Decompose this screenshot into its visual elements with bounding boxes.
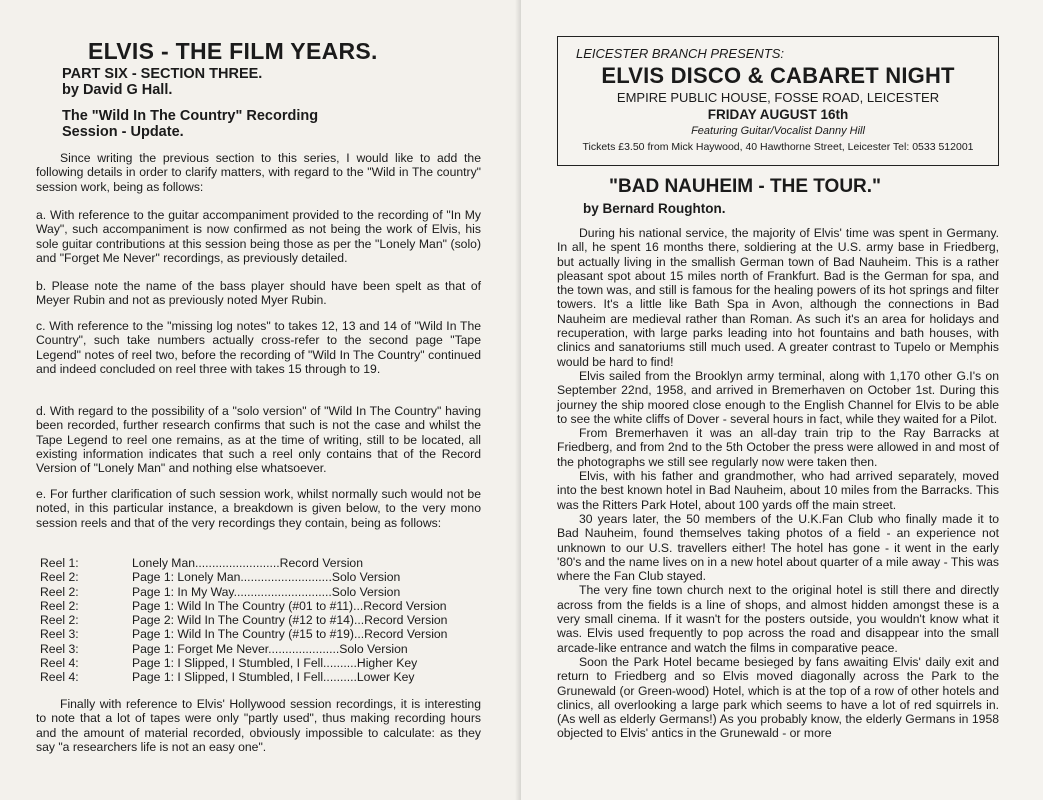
banner-venue: EMPIRE PUBLIC HOUSE, FOSSE ROAD, LEICESTER [616,90,940,105]
article-author: by David G Hall. [62,82,173,98]
body-paragraph: Soon the Park Hotel became besieged by fans awaiting Elvis' daily exit and return to Friedberg and so Elvis moved diagonally across the Park to the Grunewald (or Green-wood) Hotel, which is at the top of a row of other hotels and clinics, all overlooking a large park which seems to have a lot of red squirrels in. (As well as elderly Germans!) As you probably know, the elderly Germans in 1958 objected to Elvis' antics in the Grunewald - or more [557,654,999,741]
reel-row [40,585,470,599]
body-paragraph: Elvis, with his father and grandmother, who had arrived separately, moved into the best known hotel in Bad Nauheim, about 10 miles from the Barracks. This was the Ritters Park Hotel, about 100 yards off the main street. [557,469,999,512]
banner-title: ELVIS DISCO & CABARET NIGHT [601,63,955,88]
reel-detail: Page 1: I Slipped, I Stumbled, I Fell..........Lower Key [132,670,415,685]
reel-detail: Page 1: In My Way.............................Solo Version [132,584,401,599]
reel-detail: Page 1: Forget Me Never.....................Solo Version [132,641,408,656]
reel-detail: Page 1: Wild In The Country (#01 to #11)...Record Version [132,598,447,613]
closing-block [36,697,481,754]
reel-label: Reel 2: [40,584,79,599]
body-paragraph: From Bremerhaven it was an all-day train trip to the Ray Barracks at Friedberg, and from 2nd to the 5th October the press were allowed in and most of the photographs we still see regularly now were taken then. [557,426,999,469]
intro-block [36,151,481,194]
banner-tickets: Tickets £3.50 from Mick Haywood, 40 Hawthorne Street, Leicester Tel: 0533 512001 [582,141,974,153]
para-a-block [36,208,481,265]
banner-date: FRIDAY AUGUST 16th [707,107,849,122]
paragraph-c: c. With reference to the "missing log notes" to takes 12, 13 and 14 of "Wild In The Country", such take numbers actually cross-refer to the second page "Tape Legend" notes of reel two, before the recording of "Wild In The Country" continued and indeed concluded on reel three with takes 15 through to 19. [36,319,481,376]
reel-row [40,599,470,613]
reel-label: Reel 2: [40,613,79,628]
intro-paragraph: Since writing the previous section to this series, I would like to add the following details in order to clarify matters, with regard to the "Wild in The country" session work, being as follows: [36,151,481,194]
body-paragraph: During his national service, the majority of Elvis' time was spent in Germany. In all, he spent 16 months there, soldiering at the U.S. army base in Friedberg, but actually living in the smallish German town of Bad Nauheim. This is a rather pleasant spot about 15 miles north of Frankfurt. Bad is the German for spa, and the town was, and still is famous for the healing powers of its hot springs and filter towers. It's a little like Bath Spa in Avon, although the connections in Bad Nauheim are medieval rather than Roman. As such it's an area for holidays and recuperation, with large parks leading into hot fountains and bath houses, with clinics and sanatoriums still much used. A greater contrast to Tupelo or Memphis would be hard to find! [557,226,999,369]
reel-row [40,556,470,570]
paragraph-b: b. Please note the name of the bass player should have been spelt as that of Meyer Rubin and not as previously noted Myer Rubin. [36,279,481,308]
reel-row [40,670,470,684]
left-page [0,0,521,800]
paragraph-a: a. With reference to the guitar accompaniment provided to the recording of "In My Way", such accompaniment is now confirmed as not being the work of Elvis, his sole guitar contributions at this session being those as per the "Lonely Man" (solo) and "Forget Me Never" recordings, as previously detailed. [36,208,481,265]
body-paragraph: Elvis sailed from the Brooklyn army terminal, along with 1,170 other G.I's on September 22nd, 1958, and arrived in Bremerhaven on October 1st. During this journey the ship moored close enough to the English Channel for Elvis to be able to see the white cliffs of Dover - several hours in fact, while they waited for a Pilot. [557,368,999,426]
reel-list [40,556,470,685]
banner-presents: LEICESTER BRANCH PRESENTS: [576,46,785,61]
part-heading: PART SIX - SECTION THREE. [62,66,263,82]
para-e-block [36,487,481,530]
reel-label: Reel 1: [40,556,79,570]
reel-row [40,570,470,584]
tour-article-author: by Bernard Roughton. [583,201,726,216]
reel-row [40,613,470,627]
closing-paragraph: Finally with reference to Elvis' Hollywood session recordings, it is interesting to note that a lot of tapes were only "partly used", thus making recording hours and the amount of material recorded, obviously impossible to calculate: as they say "a researchers life is not an easy one". [36,697,481,754]
article-part [62,66,262,98]
reel-label: Reel 4: [40,656,79,671]
paragraph-e: e. For further clarification of such session work, whilst normally such would not be noted, in this particular instance, a breakdown is given below, to the very mono session reels and that of the very recordings they contain, being as follows: [36,487,481,530]
para-b-block [36,279,481,308]
para-d-block [36,404,481,475]
body-paragraph: 30 years later, the 50 members of the U.K.Fan Club who finally made it to Bad Nauheim, found themselves taking photos of a field - an experience not unknown to our U.S. travellers either! The hotel has gone - it went in the early '80's and the name lives on in a new hotel about quarter of a mile away - This was where the Fan Club stayed. [557,511,999,584]
article-title: ELVIS - THE FILM YEARS. [88,38,378,64]
reel-row [40,627,470,641]
body-paragraph: The very fine town church next to the original hotel is still there and directly across from the fields is a line of shops, and almost hidden amongst these is a very small cinema. If it wasn't for the posters outside, you wouldn't know what it was. Elvis used frequently to pop across the road and disappear into the small arcade-like entrance and watch the films in comparative peace. [557,583,999,655]
reel-row [40,656,470,670]
reel-detail: Page 1: Lonely Man...........................Solo Version [132,570,401,585]
para-c-block [36,319,481,376]
reel-label: Reel 2: [40,598,79,613]
subtitle-line-2: Session - Update. [62,124,184,140]
reel-label: Reel 2: [40,570,79,585]
event-banner [557,36,999,166]
article-subtitle [62,108,318,140]
reel-detail: Lonely Man.........................Record Version [132,556,363,570]
banner-featuring: Featuring Guitar/Vocalist Danny Hill [691,125,865,137]
right-page [521,0,1043,800]
reel-row [40,642,470,656]
tour-article-title: "BAD NAUHEIM - THE TOUR." [609,176,882,197]
reel-detail: Page 2: Wild In The Country (#12 to #14)...Record Version [132,613,448,628]
tour-article-body [557,226,999,741]
reel-label: Reel 4: [40,670,79,685]
reel-label: Reel 3: [40,641,79,656]
reel-detail: Page 1: Wild In The Country (#15 to #19)...Record Version [132,627,448,642]
paragraph-d: d. With regard to the possibility of a "solo version" of "Wild In The Country" having been recorded, further research confirms that such is not the case and whilst the Tape Legend to reel one remains, as at the time of writing, still to be located, all existing information indicates that such a reel only contains that of the Record Version of "Lonely Man" and nothing else whatsoever. [36,404,481,476]
reel-detail: Page 1: I Slipped, I Stumbled, I Fell..........Higher Key [132,656,418,671]
reel-label: Reel 3: [40,627,79,642]
subtitle-line-1: The "Wild In The Country" Recording [62,108,319,124]
